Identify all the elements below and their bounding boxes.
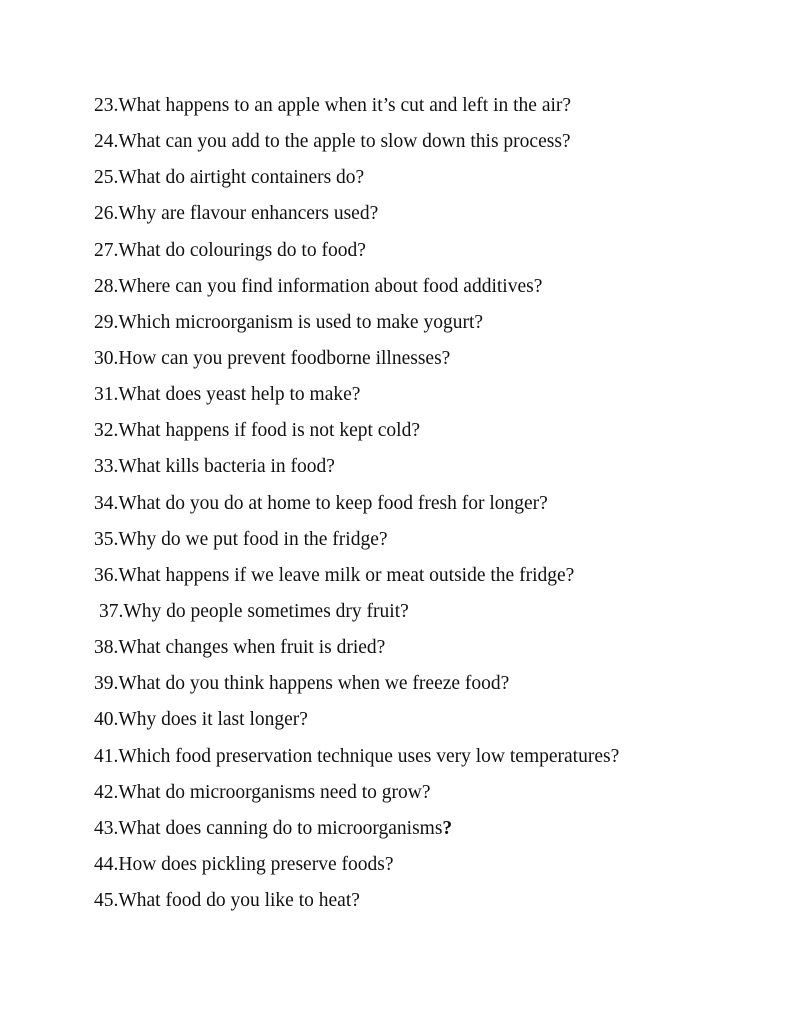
question-36: 36.What happens if we leave milk or meat outside the fridge? [94, 564, 575, 586]
question-23: 23.What happens to an apple when it’s cut and left in the air? [94, 95, 572, 116]
question-34: 34.What do you do at home to keep food fresh for longer? [94, 492, 548, 514]
question-24: 24.What can you add to the apple to slow down this process? [94, 131, 571, 153]
question-42: 42.What do microorganisms need to grow? [94, 781, 431, 803]
question-27: 27.What do colourings do to food? [94, 239, 366, 261]
question-43 [94, 814, 619, 850]
question-37: 37.Why do people sometimes dry fruit? [99, 600, 409, 622]
question-40: 40.Why does it last longer? [94, 709, 308, 731]
question-31: 31.What does yeast help to make? [94, 384, 361, 406]
question-45: 45.What food do you like to heat? [94, 890, 360, 912]
question-41: 41.Which food preservation technique uses very low temperatures? [94, 745, 620, 767]
question-43-text: 43.What does canning do to microorganisms [94, 817, 443, 839]
question-33: 33.What kills bacteria in food? [94, 456, 335, 478]
question-35: 35.Why do we put food in the fridge? [94, 528, 388, 550]
question-38: 38.What changes when fruit is dried? [94, 637, 386, 659]
question-44: 44.How does pickling preserve foods? [94, 853, 394, 875]
question-39: 39.What do you think happens when we freeze food? [94, 673, 510, 695]
question-32: 32.What happens if food is not kept cold? [94, 420, 421, 442]
question-list [94, 91, 619, 922]
question-30: 30.How can you prevent foodborne illnesses? [94, 347, 451, 369]
question-25: 25.What do airtight containers do? [94, 167, 365, 189]
question-29: 29.Which microorganism is used to make yogurt? [94, 311, 484, 333]
question-28: 28.Where can you find information about food additives? [94, 275, 543, 297]
question-43-bold-mark: ? [442, 817, 453, 839]
question-26: 26.Why are flavour enhancers used? [94, 203, 379, 225]
